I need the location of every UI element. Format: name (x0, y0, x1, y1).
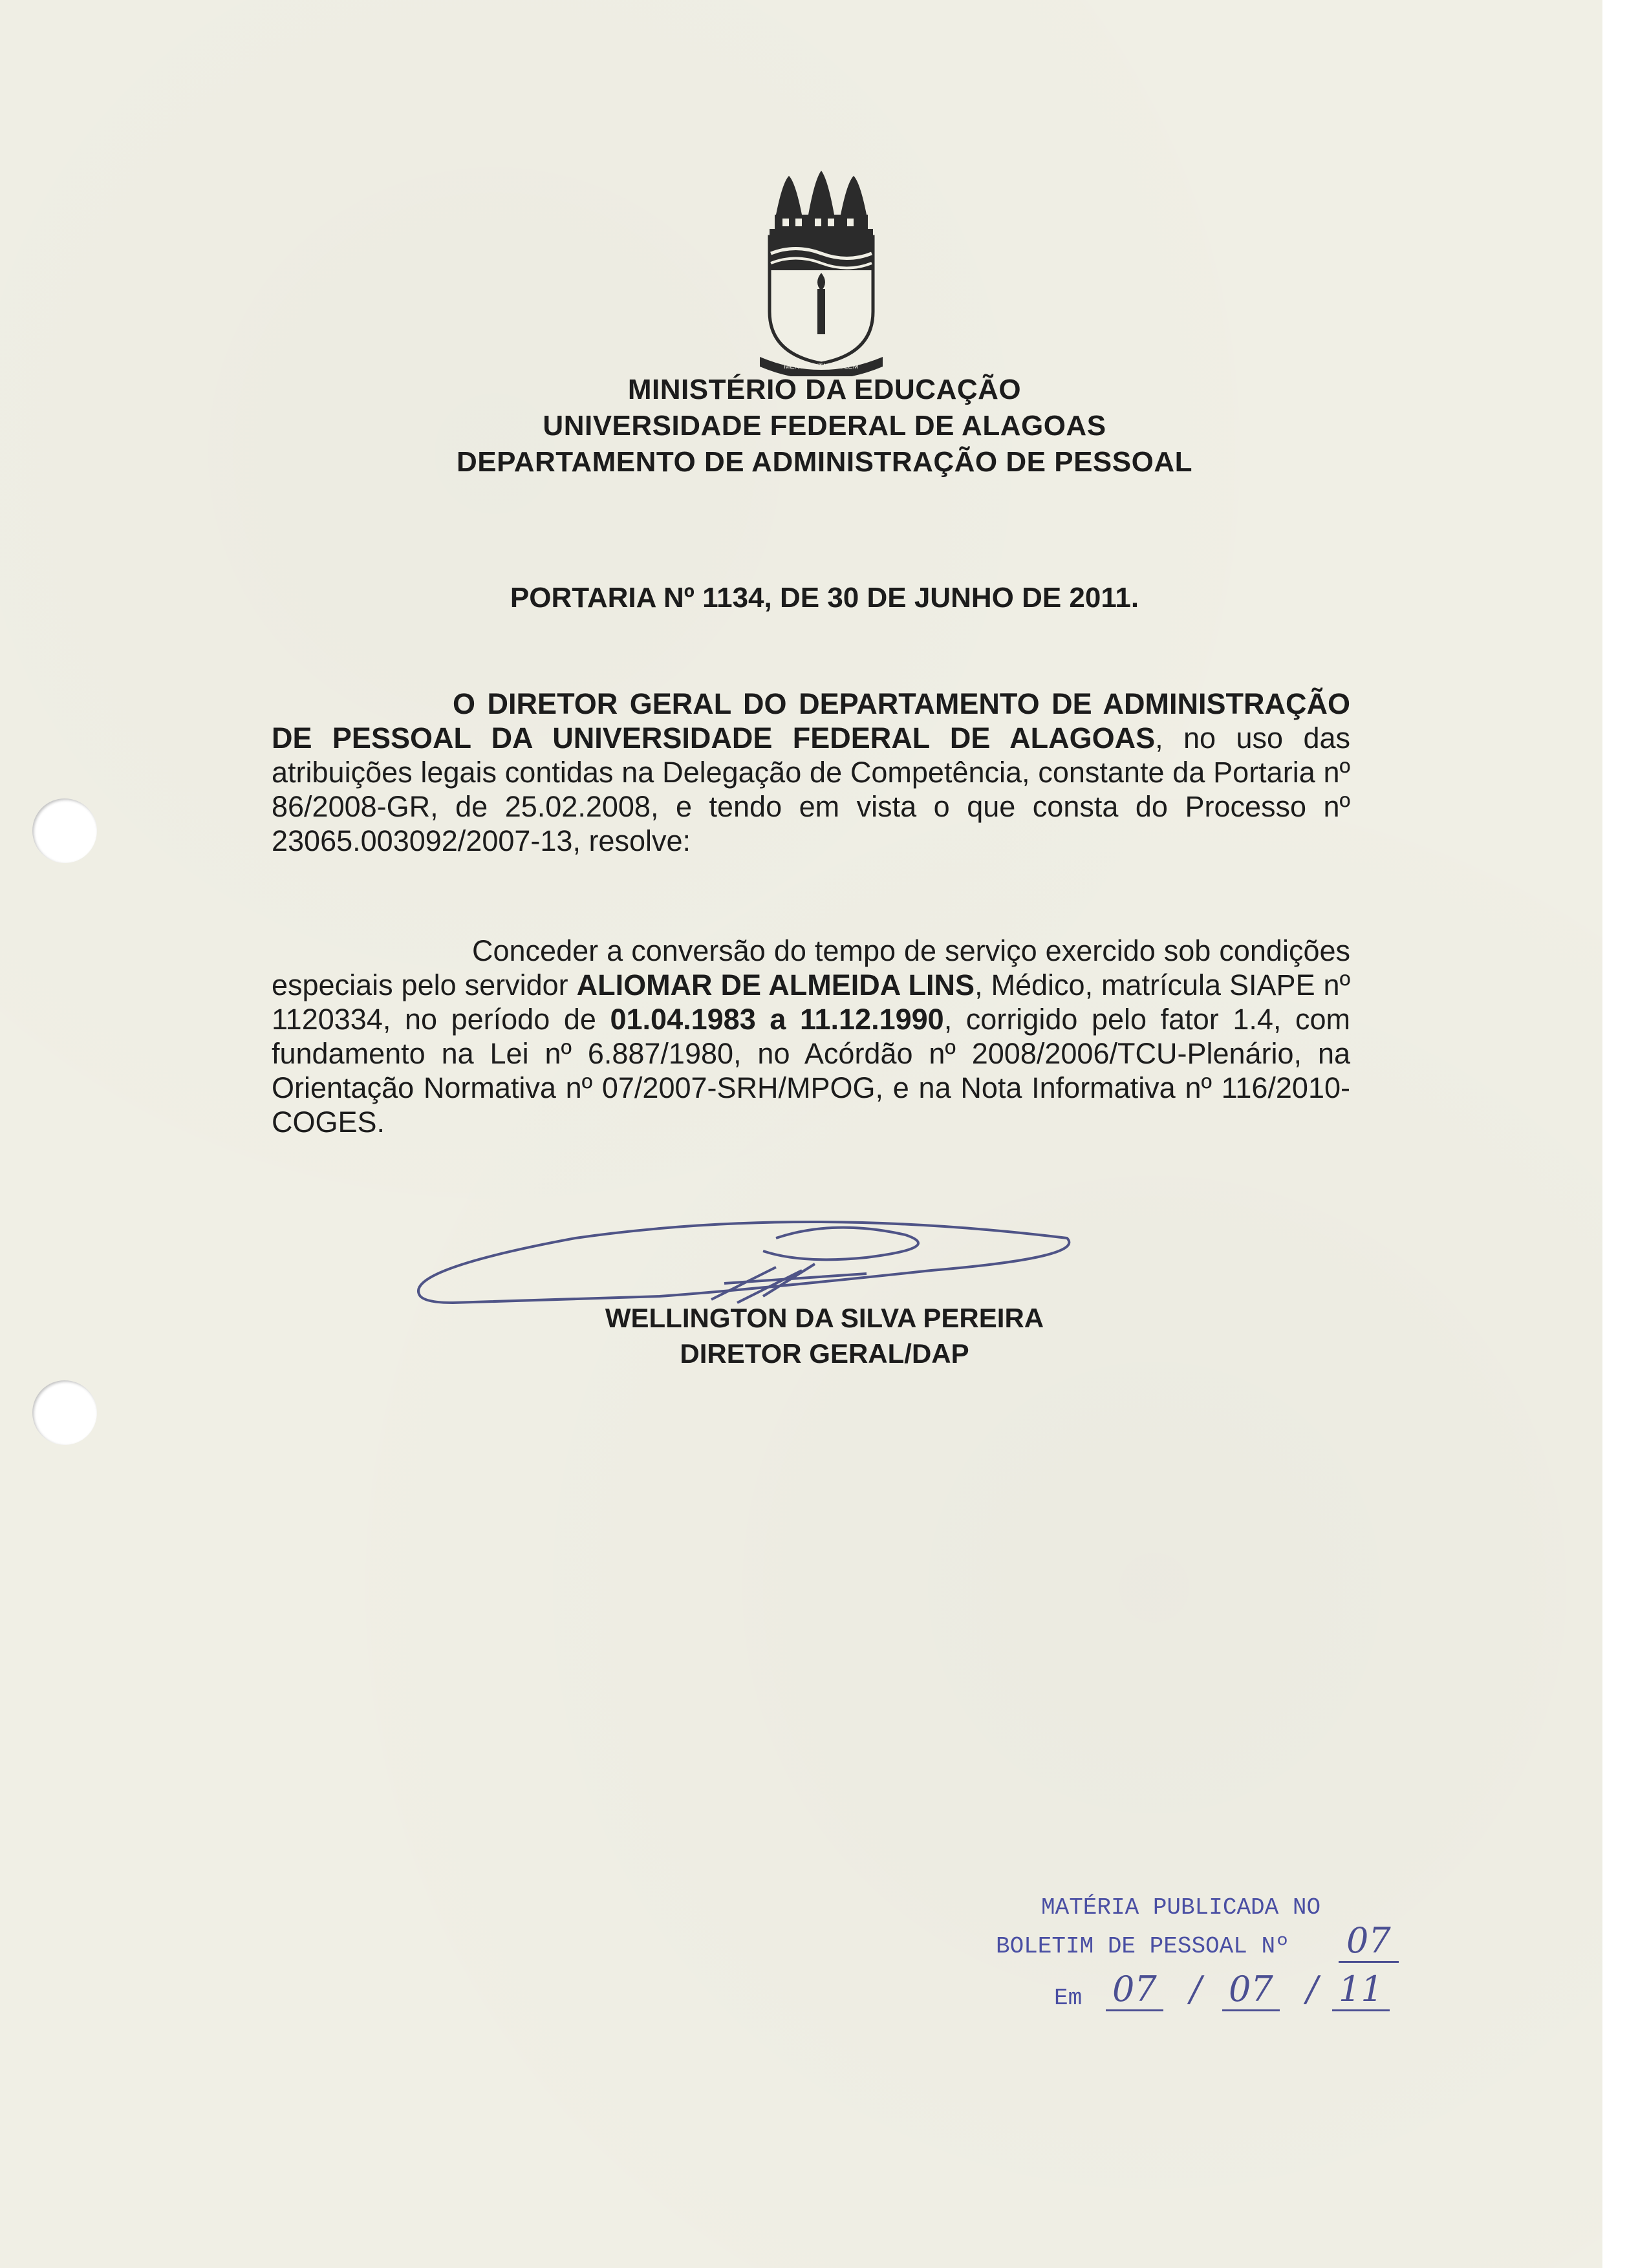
body-text-2: , Médico, matrícula SIAPE nº 1120334, no período de (272, 968, 1350, 1036)
stamp-bulletin-number: 07 (1339, 1920, 1399, 1963)
servant-name: ALIOMAR DE ALMEIDA LINS (576, 968, 975, 1001)
punch-hole-top (32, 798, 97, 863)
body-text-3: , corrigido pelo fator 1.4, com fundamento na Lei nº 6.887/1980, no Acórdão nº 2008/2006/TCU-Plenário, na Orientação Normativa nº 07/2007-SRH/MPOG, e na Nota Informativa nº 116/2010-COGES. (272, 1003, 1350, 1139)
stamp-line-1: MATÉRIA PUBLICADA NO (1041, 1894, 1321, 1921)
punch-hole-bottom (32, 1380, 97, 1445)
crest-motto: MENS AGITAT MOLEM (784, 363, 859, 370)
ministry-heading: MINISTÉRIO DA EDUCAÇÃO (627, 374, 1022, 405)
university-crest-icon (757, 169, 886, 376)
stamp-line-2-label: BOLETIM DE PESSOAL Nº (996, 1933, 1289, 1960)
signer-name: WELLINGTON DA SILVA PEREIRA (605, 1303, 1044, 1333)
stamp-date-year: 11 (1332, 1969, 1390, 2011)
stamp-date-day: 07 (1106, 1969, 1163, 2011)
university-heading: UNIVERSIDADE FEDERAL DE ALAGOAS (543, 410, 1106, 442)
date-separator-2: / (1306, 1969, 1319, 2009)
scan-edge (1602, 0, 1649, 2268)
service-period: 01.04.1983 a 11.12.1990 (610, 1003, 944, 1036)
body-text-1: Conceder a conversão do tempo de serviço exercido sob condições especiais pelo servidor (272, 934, 1350, 1001)
stamp-line-3-label: Em (1054, 1985, 1083, 2011)
publication-stamp (996, 1894, 1423, 2043)
intro-bold-text: O DIRETOR GERAL DO DEPARTAMENTO DE ADMINISTRAÇÃO DE PESSOAL DA UNIVERSIDADE FEDERAL DE ALAGOAS (272, 687, 1350, 754)
date-separator-1: / (1190, 1969, 1202, 2009)
department-heading: DEPARTAMENTO DE ADMINISTRAÇÃO DE PESSOAL (457, 446, 1192, 478)
body-paragraph (272, 934, 1350, 1139)
intro-paragraph (272, 687, 1350, 858)
intro-rest-text: , no uso das atribuições legais contidas na Delegação de Competência, constante da Portaria nº 86/2008-GR, de 25.02.2008, e tendo em vista o que consta do Processo nº 23065.003092/2007-13, resolve: (272, 722, 1350, 857)
signer-role: DIRETOR GERAL/DAP (680, 1338, 969, 1369)
stamp-date-month: 07 (1222, 1969, 1280, 2011)
document-title: PORTARIA Nº 1134, DE 30 DE JUNHO DE 2011. (510, 582, 1139, 614)
